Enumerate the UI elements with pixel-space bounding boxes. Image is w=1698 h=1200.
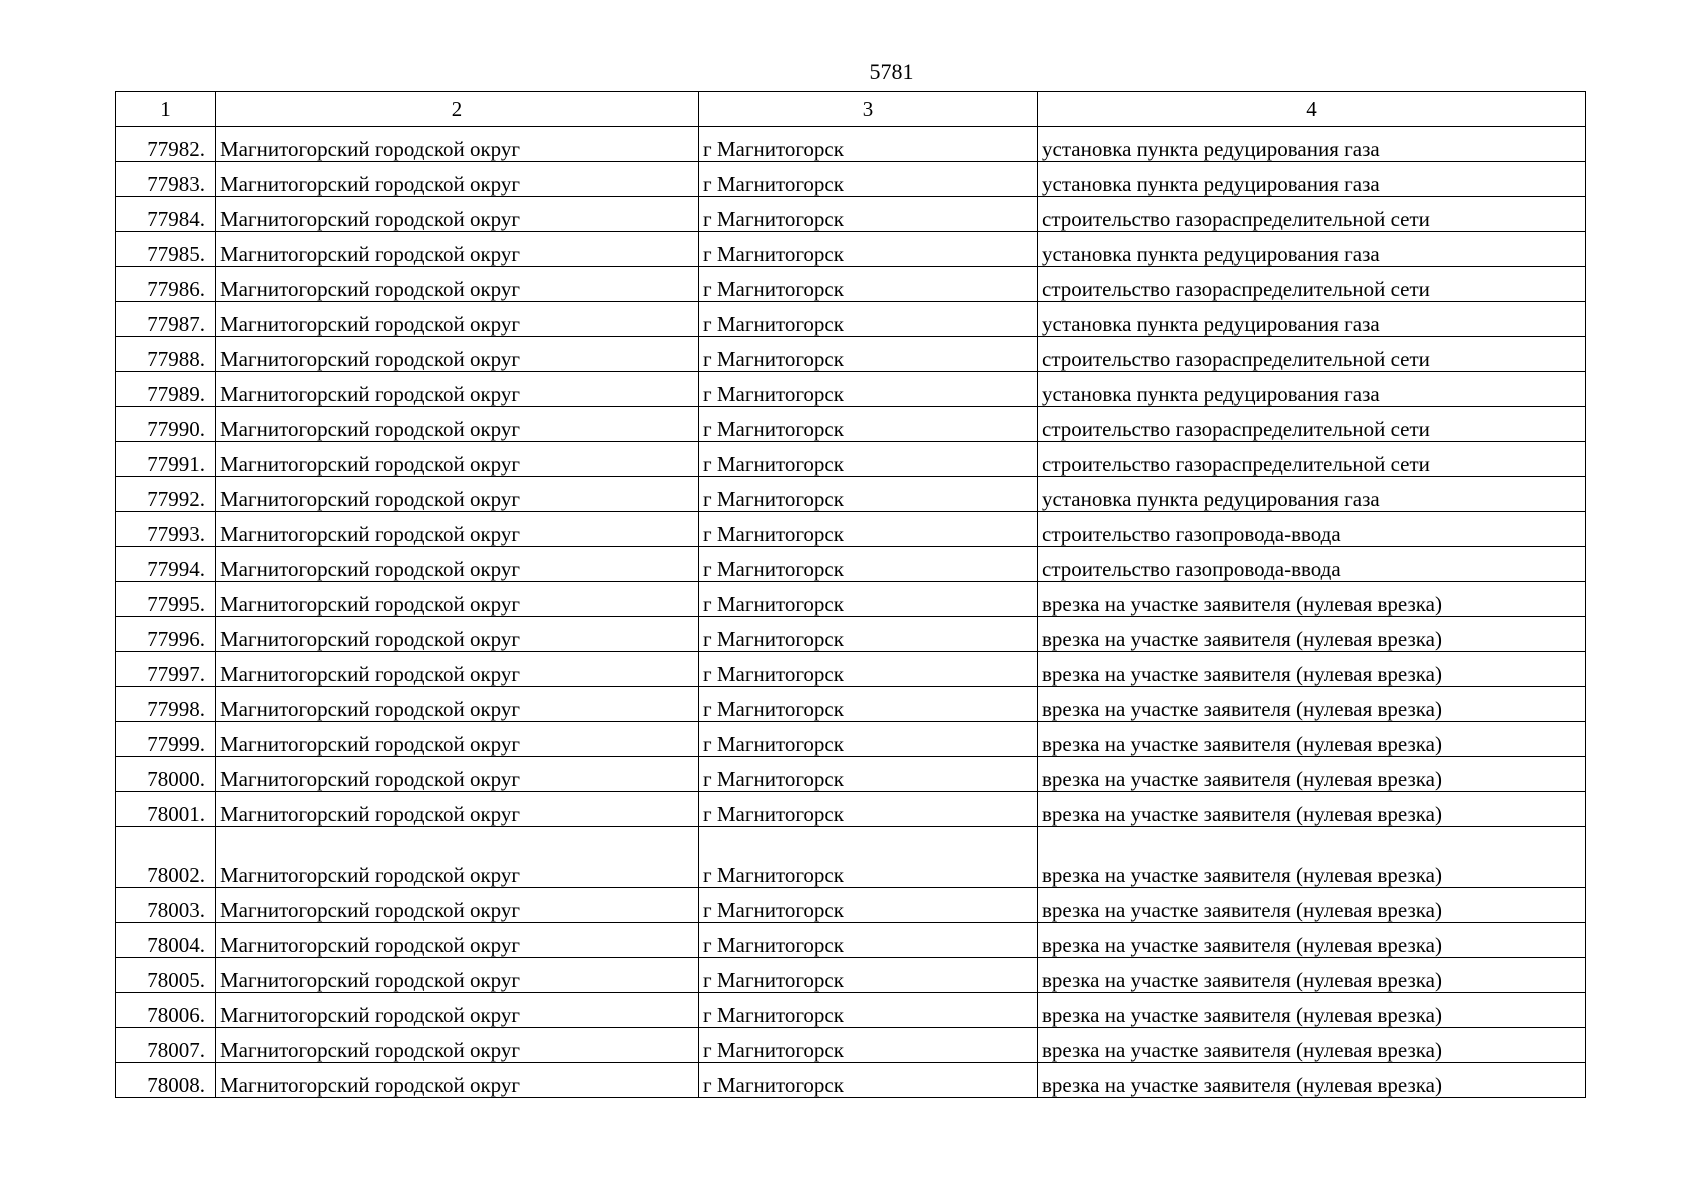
work-type-cell: врезка на участке заявителя (нулевая врезка) [1038,923,1586,958]
district-cell: Магнитогорский городской округ [216,582,699,617]
work-type-cell: врезка на участке заявителя (нулевая врезка) [1038,1063,1586,1098]
locality-cell: г Магнитогорск [699,372,1038,407]
work-type-cell: строительство газораспределительной сети [1038,267,1586,302]
district-cell: Магнитогорский городской округ [216,267,699,302]
district-cell: Магнитогорский городской округ [216,337,699,372]
table-row [116,993,1586,1028]
table-row [116,617,1586,652]
table-row [116,652,1586,687]
locality-cell: г Магнитогорск [699,267,1038,302]
district-cell: Магнитогорский городской округ [216,1028,699,1063]
table-row [116,302,1586,337]
table-row [116,547,1586,582]
row-number-cell: 78000. [116,757,216,792]
work-type-cell: строительство газопровода-ввода [1038,547,1586,582]
locality-cell: г Магнитогорск [699,722,1038,757]
table-row [116,162,1586,197]
row-number-cell: 77989. [116,372,216,407]
district-cell: Магнитогорский городской округ [216,722,699,757]
row-number-cell: 77996. [116,617,216,652]
row-number-cell: 78008. [116,1063,216,1098]
district-cell: Магнитогорский городской округ [216,162,699,197]
district-cell: Магнитогорский городской округ [216,442,699,477]
locality-cell: г Магнитогорск [699,512,1038,547]
district-cell: Магнитогорский городской округ [216,652,699,687]
work-type-cell: врезка на участке заявителя (нулевая врезка) [1038,1028,1586,1063]
work-type-cell: врезка на участке заявителя (нулевая врезка) [1038,827,1586,888]
work-type-cell: врезка на участке заявителя (нулевая врезка) [1038,757,1586,792]
locality-cell: г Магнитогорск [699,1028,1038,1063]
table-row [116,582,1586,617]
district-cell: Магнитогорский городской округ [216,792,699,827]
table-row [116,923,1586,958]
table-row [116,127,1586,162]
table-row [116,722,1586,757]
district-cell: Магнитогорский городской округ [216,547,699,582]
work-type-cell: строительство газораспределительной сети [1038,337,1586,372]
locality-cell: г Магнитогорск [699,617,1038,652]
page-number: 5781 [869,59,914,84]
work-type-cell: строительство газораспределительной сети [1038,197,1586,232]
work-type-cell: врезка на участке заявителя (нулевая врезка) [1038,958,1586,993]
row-number-cell: 77999. [116,722,216,757]
work-type-cell: врезка на участке заявителя (нулевая врезка) [1038,993,1586,1028]
row-number-cell: 77984. [116,197,216,232]
table-row [116,888,1586,923]
locality-cell: г Магнитогорск [699,442,1038,477]
table-row [116,512,1586,547]
row-number-cell: 78006. [116,993,216,1028]
table-row [116,1028,1586,1063]
row-number-cell: 77992. [116,477,216,512]
work-type-cell: врезка на участке заявителя (нулевая врезка) [1038,792,1586,827]
district-cell: Магнитогорский городской округ [216,888,699,923]
row-number-cell: 77997. [116,652,216,687]
district-cell: Магнитогорский городской округ [216,127,699,162]
row-number-cell: 78002. [116,827,216,888]
locality-cell: г Магнитогорск [699,792,1038,827]
row-number-cell: 77998. [116,687,216,722]
district-cell: Магнитогорский городской округ [216,958,699,993]
district-cell: Магнитогорский городской округ [216,993,699,1028]
locality-cell: г Магнитогорск [699,407,1038,442]
district-cell: Магнитогорский городской округ [216,687,699,722]
district-cell: Магнитогорский городской округ [216,617,699,652]
locality-cell: г Магнитогорск [699,127,1038,162]
row-number-cell: 77988. [116,337,216,372]
header-cell-2: 2 [216,92,699,127]
table-row [116,958,1586,993]
table-row [116,687,1586,722]
table-row [116,1063,1586,1098]
work-type-cell: врезка на участке заявителя (нулевая врезка) [1038,722,1586,757]
row-number-cell: 77983. [116,162,216,197]
locality-cell: г Магнитогорск [699,477,1038,512]
row-number-cell: 77986. [116,267,216,302]
locality-cell: г Магнитогорск [699,302,1038,337]
work-type-cell: установка пункта редуцирования газа [1038,302,1586,337]
table-row [116,827,1586,888]
row-number-cell: 77982. [116,127,216,162]
work-type-cell: установка пункта редуцирования газа [1038,127,1586,162]
district-cell: Магнитогорский городской округ [216,197,699,232]
row-number-cell: 78003. [116,888,216,923]
table-row [116,372,1586,407]
row-number-cell: 77994. [116,547,216,582]
row-number-cell: 77995. [116,582,216,617]
header-cell-1: 1 [116,92,216,127]
row-number-cell: 78004. [116,923,216,958]
row-number-cell: 77987. [116,302,216,337]
district-cell: Магнитогорский городской округ [216,477,699,512]
district-cell: Магнитогорский городской округ [216,757,699,792]
table-row [116,792,1586,827]
table-row [116,407,1586,442]
district-cell: Магнитогорский городской округ [216,512,699,547]
locality-cell: г Магнитогорск [699,197,1038,232]
row-number-cell: 78001. [116,792,216,827]
table-row [116,267,1586,302]
table-header-row [116,92,1586,127]
row-number-cell: 77993. [116,512,216,547]
work-type-cell: установка пункта редуцирования газа [1038,477,1586,512]
header-cell-4: 4 [1038,92,1586,127]
table-row [116,337,1586,372]
locality-cell: г Магнитогорск [699,547,1038,582]
row-number-cell: 77990. [116,407,216,442]
table-row [116,757,1586,792]
header-cell-3: 3 [699,92,1038,127]
work-type-cell: строительство газораспределительной сети [1038,442,1586,477]
locality-cell: г Магнитогорск [699,582,1038,617]
district-cell: Магнитогорский городской округ [216,407,699,442]
locality-cell: г Магнитогорск [699,993,1038,1028]
locality-cell: г Магнитогорск [699,1063,1038,1098]
work-type-cell: строительство газораспределительной сети [1038,407,1586,442]
row-number-cell: 77985. [116,232,216,267]
table-row [116,477,1586,512]
work-type-cell: установка пункта редуцирования газа [1038,162,1586,197]
table-row [116,442,1586,477]
work-type-cell: строительство газопровода-ввода [1038,512,1586,547]
locality-cell: г Магнитогорск [699,652,1038,687]
locality-cell: г Магнитогорск [699,923,1038,958]
district-cell: Магнитогорский городской округ [216,1063,699,1098]
table-body [116,92,1586,1098]
table-row [116,197,1586,232]
row-number-cell: 77991. [116,442,216,477]
locality-cell: г Магнитогорск [699,827,1038,888]
district-cell: Магнитогорский городской округ [216,232,699,267]
work-type-cell: установка пункта редуцирования газа [1038,232,1586,267]
locality-cell: г Магнитогорск [699,232,1038,267]
work-type-cell: установка пункта редуцирования газа [1038,372,1586,407]
table-row [116,232,1586,267]
locality-cell: г Магнитогорск [699,958,1038,993]
locality-cell: г Магнитогорск [699,337,1038,372]
district-cell: Магнитогорский городской округ [216,827,699,888]
work-type-cell: врезка на участке заявителя (нулевая врезка) [1038,617,1586,652]
work-type-cell: врезка на участке заявителя (нулевая врезка) [1038,582,1586,617]
locality-cell: г Магнитогорск [699,757,1038,792]
locality-cell: г Магнитогорск [699,687,1038,722]
row-number-cell: 78007. [116,1028,216,1063]
work-type-cell: врезка на участке заявителя (нулевая врезка) [1038,888,1586,923]
district-cell: Магнитогорский городской округ [216,372,699,407]
data-table [115,91,1586,1098]
locality-cell: г Магнитогорск [699,162,1038,197]
locality-cell: г Магнитогорск [699,888,1038,923]
row-number-cell: 78005. [116,958,216,993]
work-type-cell: врезка на участке заявителя (нулевая врезка) [1038,687,1586,722]
work-type-cell: врезка на участке заявителя (нулевая врезка) [1038,652,1586,687]
district-cell: Магнитогорский городской округ [216,923,699,958]
district-cell: Магнитогорский городской округ [216,302,699,337]
